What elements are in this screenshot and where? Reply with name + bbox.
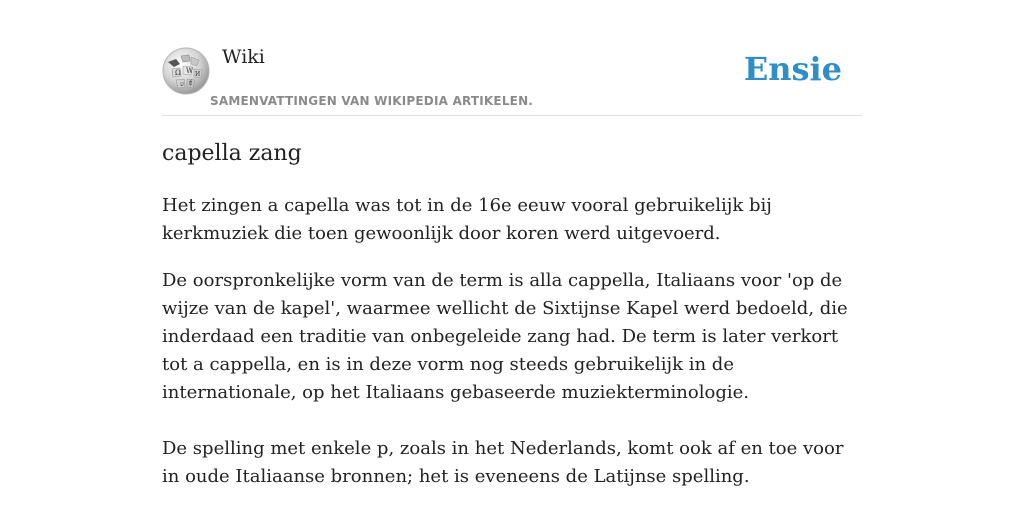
- svg-text:ש: ש: [180, 81, 185, 88]
- svg-text:ई: ई: [189, 80, 192, 87]
- article-paragraph: De oorspronkelijke vorm van de term is alla cappella, Italiaans voor 'op de wijze van de kapel', waarmee wellicht de Sixtijnse Kapel werd bedoeld, die inderdaad een traditie van onbegeleide zang had. De term is later verkort tot a cappella, en is in deze vorm nog steeds gebruikelijk in de internationale, op het Italiaans gebaseerde muziekterminologie.: [162, 270, 848, 403]
- article: [162, 138, 864, 510]
- site-name[interactable]: Wiki: [222, 46, 265, 68]
- wikipedia-globe-icon[interactable]: [162, 47, 210, 95]
- brand-logo[interactable]: Ensie: [743, 50, 842, 88]
- svg-text:W: W: [186, 67, 194, 75]
- svg-text:Ω: Ω: [175, 69, 181, 77]
- page-title: capella zang: [162, 141, 302, 166]
- article-paragraph: De spelling met enkele p, zoals in het Nederlands, komt ook af en toe voor in oude Italiaanse bronnen; het is eveneens de Latijnse spelling.: [162, 438, 844, 487]
- article-paragraph: Het zingen a capella was tot in de 16e eeuw vooral gebruikelijk bij kerkmuziek die toen gewoonlijk door koren werd uitgevoerd.: [162, 195, 772, 244]
- site-header: [162, 44, 862, 116]
- site-tagline: SAMENVATTINGEN VAN WIKIPEDIA ARTIKELEN.: [210, 94, 534, 108]
- svg-text:И: И: [195, 71, 201, 78]
